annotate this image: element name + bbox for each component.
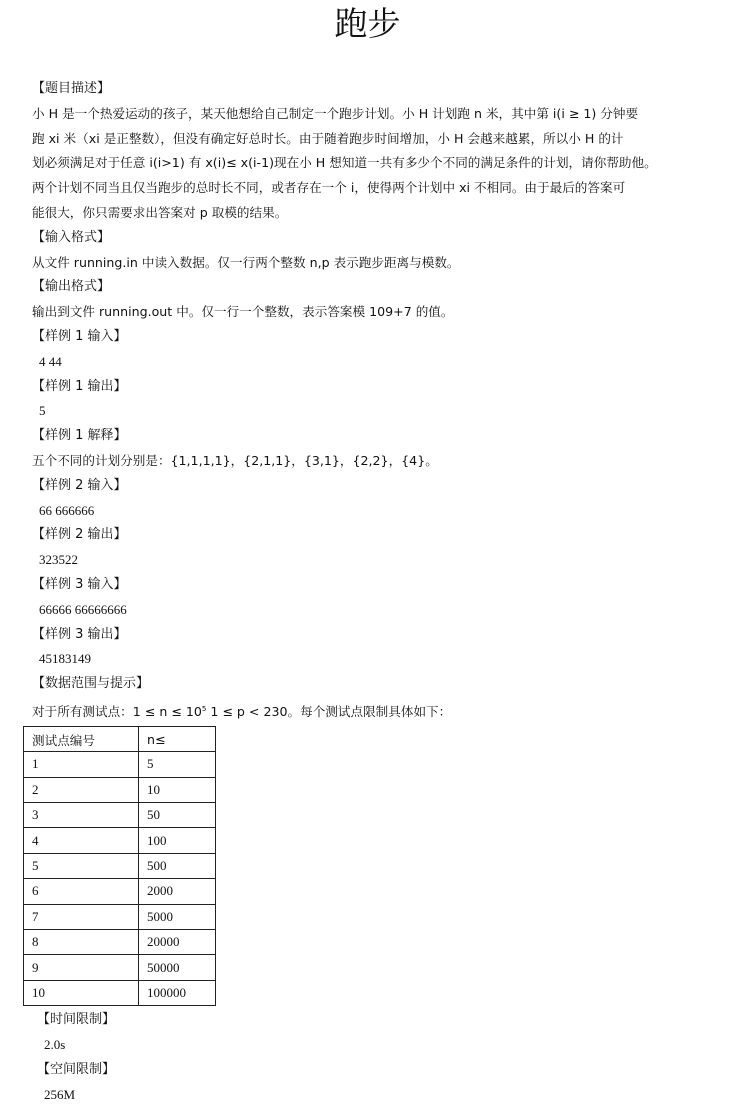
table-row	[24, 930, 216, 955]
memory-limit-value: 256M	[44, 1086, 76, 1102]
constraints-exponent: 5	[201, 704, 207, 713]
table-row	[24, 879, 216, 904]
table-row	[24, 752, 216, 777]
time-limit-heading: 【时间限制】	[37, 1012, 116, 1028]
input-format-heading: 【输入格式】	[32, 229, 111, 245]
table-cell-case-id: 10	[24, 980, 139, 1005]
table-row	[24, 777, 216, 802]
memory-limit-heading: 【空间限制】	[37, 1061, 116, 1077]
sample-2-input: 66 666666	[39, 502, 95, 518]
sample-1-explanation-heading: 【样例 1 解释】	[32, 428, 127, 444]
limits-section	[32, 1008, 700, 1107]
constraints-text-suffix: 1 ≤ p < 230。每个测试点限制具体如下：	[206, 704, 452, 720]
time-limit-value: 2.0s	[44, 1037, 66, 1052]
description-heading: 【题目描述】	[32, 81, 111, 96]
description-line: 小 H 是一个热爱运动的孩子，某天他想给自己制定一个跑步计划。小 H 计划跑 n 米，其中第 i(i ≥ 1) 分钟要	[32, 105, 639, 121]
description-line: 能很大，你只需要求出答案对 p 取模的结果。	[32, 204, 288, 220]
table-cell-case-id: 2	[24, 777, 139, 802]
table-cell-n-limit: 2000	[139, 879, 216, 904]
sample-2-input-heading: 【样例 2 输入】	[32, 477, 127, 493]
sample-1-explanation-text: 五个不同的计划分别是：{1,1,1,1}，{2,1,1}，{3,1}，{2,2}，{4}。	[32, 452, 438, 468]
constraints-text-prefix: 对于所有测试点：1 ≤ n ≤ 10	[32, 704, 202, 720]
page-title: 跑步	[334, 4, 401, 43]
table-cell-n-limit: 500	[139, 853, 216, 878]
table-cell-case-id: 5	[24, 853, 139, 878]
constraints-heading: 【数据范围与提示】	[32, 676, 150, 692]
sample-2-output-heading: 【样例 2 输出】	[32, 527, 127, 543]
table-cell-n-limit: 100	[139, 828, 216, 853]
constraints-text	[32, 697, 700, 725]
table-cell-n-limit: 50000	[139, 955, 216, 980]
table-cell-case-id: 6	[24, 879, 139, 904]
table-row	[24, 904, 216, 929]
table-row	[24, 853, 216, 878]
table-cell-case-id: 1	[24, 752, 139, 777]
description-line: 两个计划不同当且仅当跑步的总时长不同，或者存在一个 i，使得两个计划中 xi 不相同。由于最后的答案可	[32, 180, 626, 196]
description-line: 跑 xi 米（xi 是正整数），但没有确定好总时长。由于随着跑步时间增加，小 H 会越来越累，所以小 H 的计	[32, 130, 624, 146]
sample-3-output: 45183149	[39, 651, 91, 667]
sample-3-output-heading: 【样例 3 输出】	[32, 626, 127, 642]
table-cell-n-limit: 5	[139, 752, 216, 777]
table-header-row	[24, 726, 216, 751]
table-cell-case-id: 4	[24, 828, 139, 853]
table-cell-n-limit: 100000	[139, 980, 216, 1005]
output-format-heading: 【输出格式】	[32, 279, 111, 295]
table-cell-n-limit: 20000	[139, 930, 216, 955]
table-row	[24, 955, 216, 980]
problem-content	[32, 77, 700, 1107]
table-cell-case-id: 9	[24, 955, 139, 980]
description-line: 划必须满足对于任意 i(i>1) 有 x(i)≤ x(i-1)现在小 H 想知道一共有多少个不同的满足条件的计划，请你帮助他。	[32, 155, 657, 171]
table-cell-case-id: 3	[24, 803, 139, 828]
test-case-table	[23, 726, 216, 1006]
table-header-case-id: 测试点编号	[24, 726, 139, 751]
input-format-text: 从文件 running.in 中读入数据。仅一行两个整数 n,p 表示跑步距离与模数。	[32, 254, 460, 270]
table-cell-n-limit: 5000	[139, 904, 216, 929]
table-row	[24, 828, 216, 853]
sample-1-output-heading: 【样例 1 输出】	[32, 378, 127, 394]
sample-3-input: 66666 66666666	[39, 601, 127, 617]
sample-1-input-heading: 【样例 1 输入】	[32, 328, 127, 344]
table-cell-n-limit: 50	[139, 803, 216, 828]
sample-2-output: 323522	[39, 552, 78, 568]
output-format-text: 输出到文件 running.out 中。仅一行一个整数，表示答案模 109+7 的值。	[32, 304, 454, 320]
table-header-n-limit: n≤	[139, 726, 216, 751]
sample-1-input: 4 44	[39, 353, 62, 369]
table-cell-case-id: 8	[24, 930, 139, 955]
sample-1-output: 5	[39, 403, 46, 419]
table-row	[24, 980, 216, 1005]
table-row	[24, 803, 216, 828]
table-cell-case-id: 7	[24, 904, 139, 929]
description-text	[32, 102, 700, 226]
table-cell-n-limit: 10	[139, 777, 216, 802]
sample-3-input-heading: 【样例 3 输入】	[32, 576, 127, 592]
